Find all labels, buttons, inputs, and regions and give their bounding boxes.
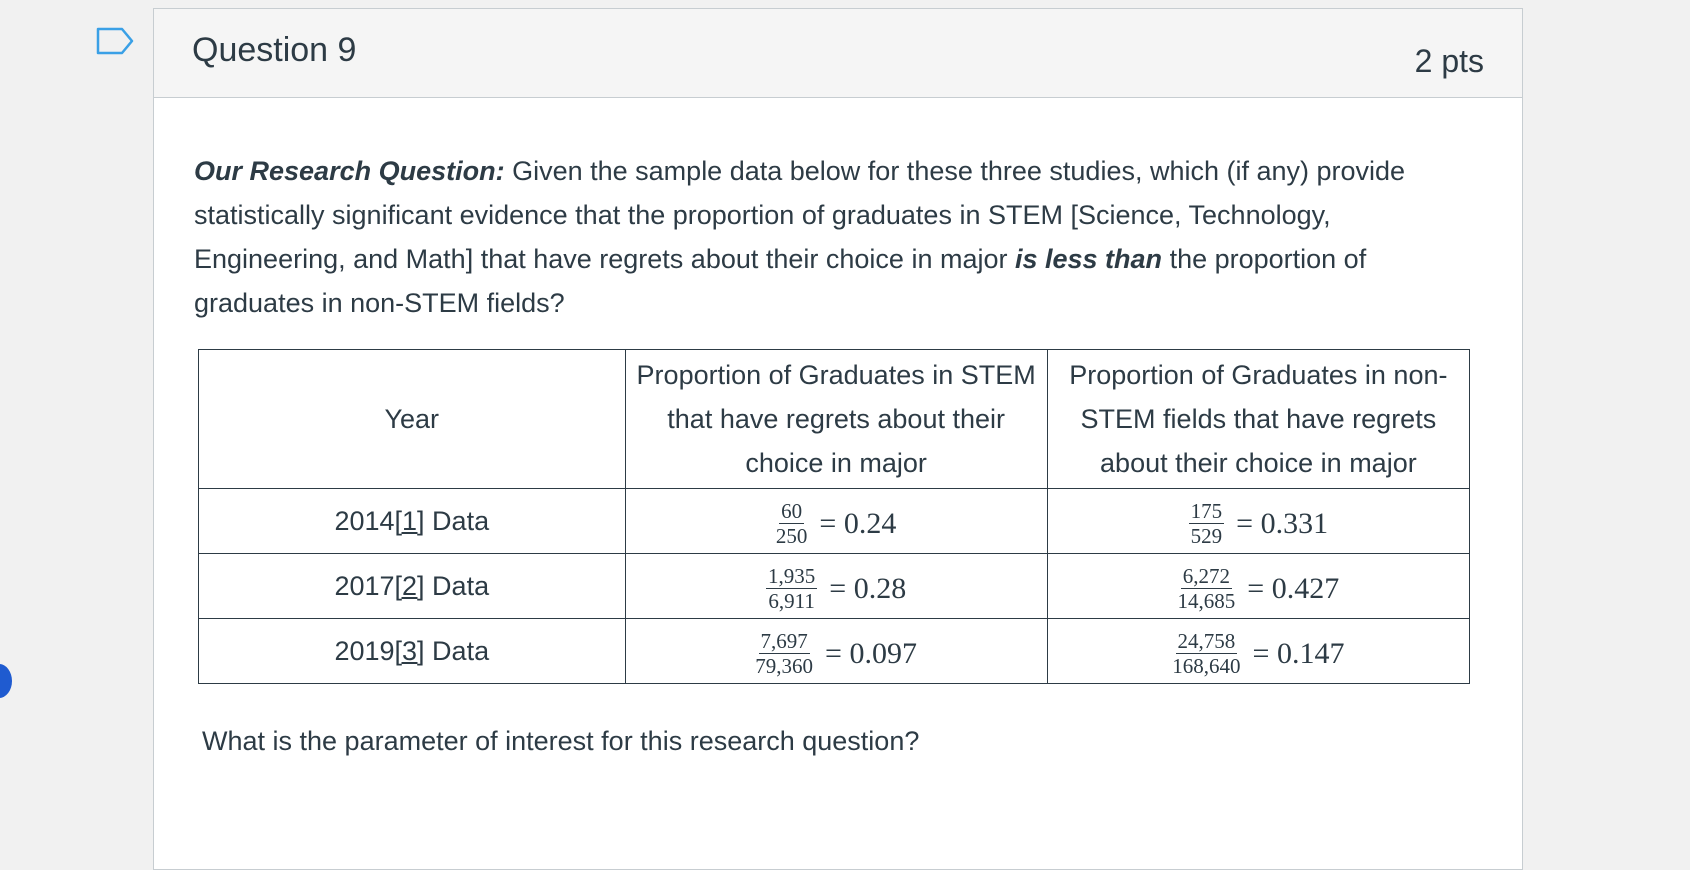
year-cell bbox=[199, 489, 626, 554]
question-card bbox=[153, 8, 1523, 870]
fraction-denominator: 168,640 bbox=[1172, 654, 1241, 678]
year-cell bbox=[199, 619, 626, 684]
nonstem-cell bbox=[1047, 489, 1469, 554]
fraction-numerator: 1,935 bbox=[768, 564, 816, 588]
fraction-numerator: 7,697 bbox=[760, 629, 808, 653]
question-points: 2 pts bbox=[1414, 43, 1484, 79]
year-text: 2017 bbox=[334, 570, 395, 601]
year-cell bbox=[199, 554, 626, 619]
fraction-denominator: 250 bbox=[775, 524, 808, 548]
question-title: Question 9 bbox=[192, 31, 357, 69]
year-suffix: Data bbox=[424, 570, 490, 601]
nonstem-cell bbox=[1047, 554, 1469, 619]
flag-question-icon[interactable] bbox=[96, 26, 136, 56]
reference-link[interactable]: [2] bbox=[394, 570, 425, 601]
followup-question: What is the parameter of interest for this research question? bbox=[202, 726, 920, 756]
year-text: 2019 bbox=[334, 635, 395, 666]
prompt-emphasis: is less than bbox=[1014, 244, 1163, 274]
proportion-value: = 0.147 bbox=[1252, 636, 1345, 670]
question-prompt bbox=[194, 149, 1484, 325]
header-stem: Proportion of Graduates in STEM that have regrets about their choice in major bbox=[625, 350, 1047, 489]
year-suffix: Data bbox=[424, 505, 490, 536]
fraction-numerator: 24,758 bbox=[1177, 629, 1236, 653]
proportion-value: = 0.331 bbox=[1236, 506, 1329, 540]
table-header-row bbox=[199, 350, 1470, 489]
reference-link[interactable]: [3] bbox=[394, 635, 425, 666]
data-table bbox=[198, 349, 1470, 684]
nonstem-cell bbox=[1047, 619, 1469, 684]
reference-link[interactable]: [1] bbox=[394, 505, 425, 536]
fraction-numerator: 6,272 bbox=[1182, 564, 1231, 588]
question-header bbox=[154, 9, 1522, 98]
proportion-value: = 0.427 bbox=[1247, 571, 1340, 605]
year-suffix: Data bbox=[424, 635, 490, 666]
prompt-lead: Our Research Question: bbox=[194, 156, 505, 186]
table-row bbox=[199, 619, 1470, 684]
header-nonstem: Proportion of Graduates in non-STEM fields that have regrets about their choice in major bbox=[1047, 350, 1469, 489]
header-year: Year bbox=[199, 350, 626, 489]
fraction-denominator: 6,911 bbox=[768, 589, 815, 613]
proportion-value: = 0.097 bbox=[825, 636, 917, 670]
fraction-denominator: 529 bbox=[1190, 524, 1223, 548]
proportion-value: = 0.28 bbox=[829, 571, 907, 605]
proportion-value: = 0.24 bbox=[819, 506, 897, 540]
question-body bbox=[194, 149, 1484, 756]
prompt-part1: Given the sample data below for these three studies, which (if any) provide statistically significant evidence that the proportion of graduates in STEM [Science, Technology, Engineering, and Math] that have regrets about their choice in major bbox=[194, 156, 1406, 274]
stem-cell bbox=[625, 619, 1047, 684]
prompt-part2: the proportion of graduates in non-STEM fields? bbox=[194, 244, 1367, 318]
year-text: 2014 bbox=[334, 505, 395, 536]
fraction-denominator: 14,685 bbox=[1177, 589, 1236, 613]
table-row bbox=[199, 554, 1470, 619]
side-indicator-dot bbox=[0, 664, 12, 698]
stem-cell bbox=[625, 489, 1047, 554]
table-row bbox=[199, 489, 1470, 554]
fraction-numerator: 60 bbox=[781, 499, 803, 523]
fraction-denominator: 79,360 bbox=[755, 654, 814, 678]
fraction-numerator: 175 bbox=[1190, 499, 1223, 523]
stem-cell bbox=[625, 554, 1047, 619]
